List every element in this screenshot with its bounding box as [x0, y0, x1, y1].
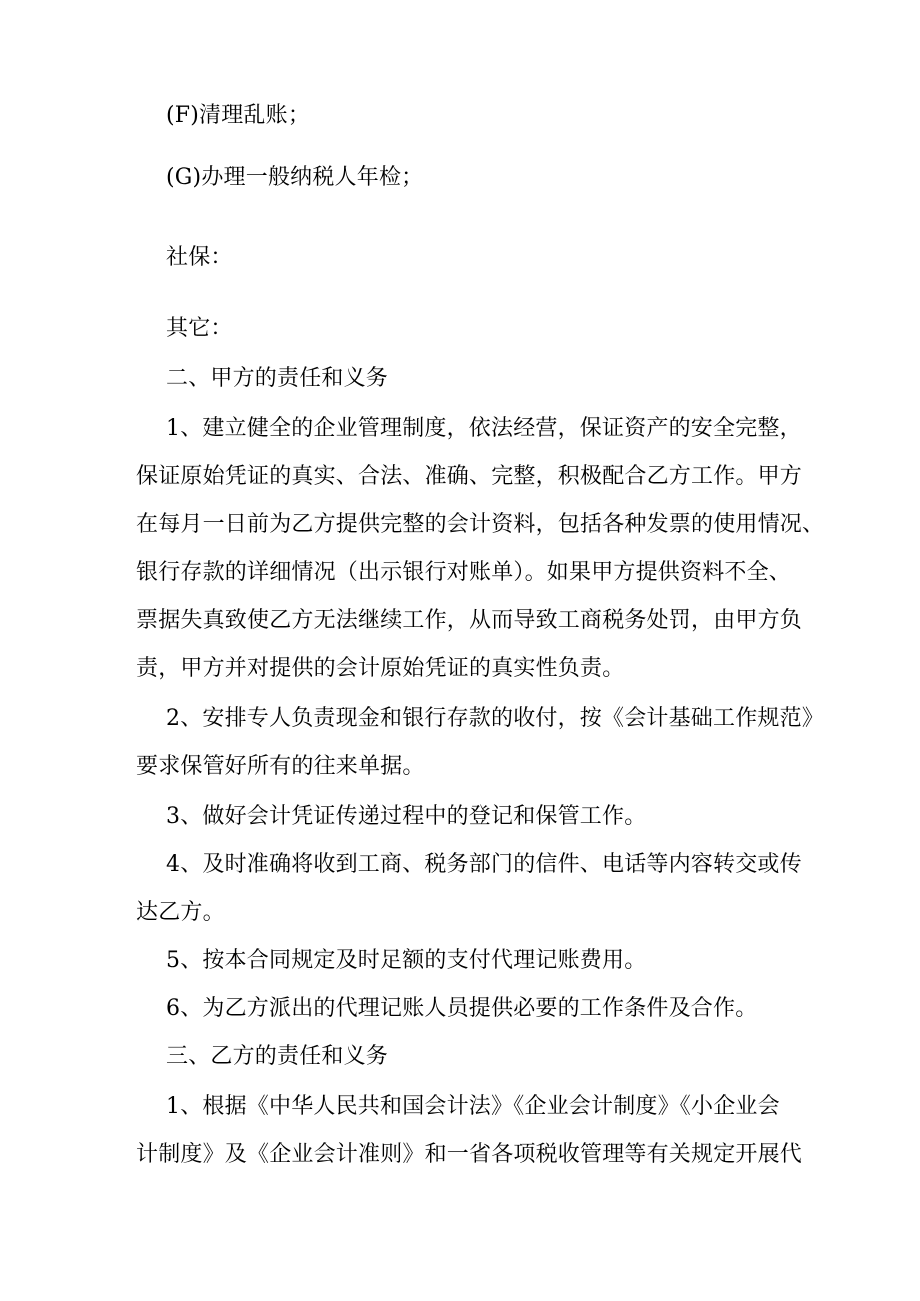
item-f: (F)清理乱账； — [166, 103, 311, 128]
paragraph-line: 在每月一日前为乙方提供完整的会计资料，包括各种发票的使用情况、 — [136, 512, 825, 537]
paragraph-line: 1、建立健全的企业管理制度，依法经营，保证资产的安全完整， — [166, 416, 802, 441]
other-label: 其它： — [166, 316, 233, 341]
paragraph-line: 票据失真致使乙方无法继续工作，从而导致工商税务处罚，由甲方负 — [136, 608, 803, 633]
item-g: (G)办理一般纳税人年检； — [166, 165, 424, 190]
paragraph-line: 计制度》及《企业会计准则》和一省各项税收管理等有关规定开展代 — [136, 1142, 803, 1167]
paragraph-line: 4、及时准确将收到工商、税务部门的信件、电话等内容转交或传 — [166, 852, 802, 877]
paragraph-line: 责，甲方并对提供的会计原始凭证的真实性负责。 — [136, 656, 625, 681]
paragraph-line: 保证原始凭证的真实、合法、准确、完整，积极配合乙方工作。甲方 — [136, 464, 803, 489]
paragraph-line: 要求保管好所有的往来单据。 — [136, 754, 425, 779]
paragraph-line: 1、根据《中华人民共和国会计法》《企业会计制度》《小企业会 — [166, 1094, 780, 1119]
paragraph-line: 3、做好会计凭证传递过程中的登记和保管工作。 — [166, 804, 647, 829]
paragraph-line: 2、安排专人负责现金和银行存款的收付，按《会计基础工作规范》 — [166, 706, 824, 731]
paragraph-line: 银行存款的详细情况（出示银行对账单）。如果甲方提供资料不全、 — [136, 560, 792, 585]
section-heading-party-a: 二、甲方的责任和义务 — [166, 366, 389, 391]
paragraph-line: 达乙方。 — [136, 900, 225, 925]
social-security-label: 社保： — [166, 245, 233, 270]
paragraph-line: 5、按本合同规定及时足额的支付代理记账费用。 — [166, 948, 647, 973]
section-heading-party-b: 三、乙方的责任和义务 — [166, 1044, 389, 1069]
paragraph-line: 6、为乙方派出的代理记账人员提供必要的工作条件及合作。 — [166, 996, 758, 1021]
